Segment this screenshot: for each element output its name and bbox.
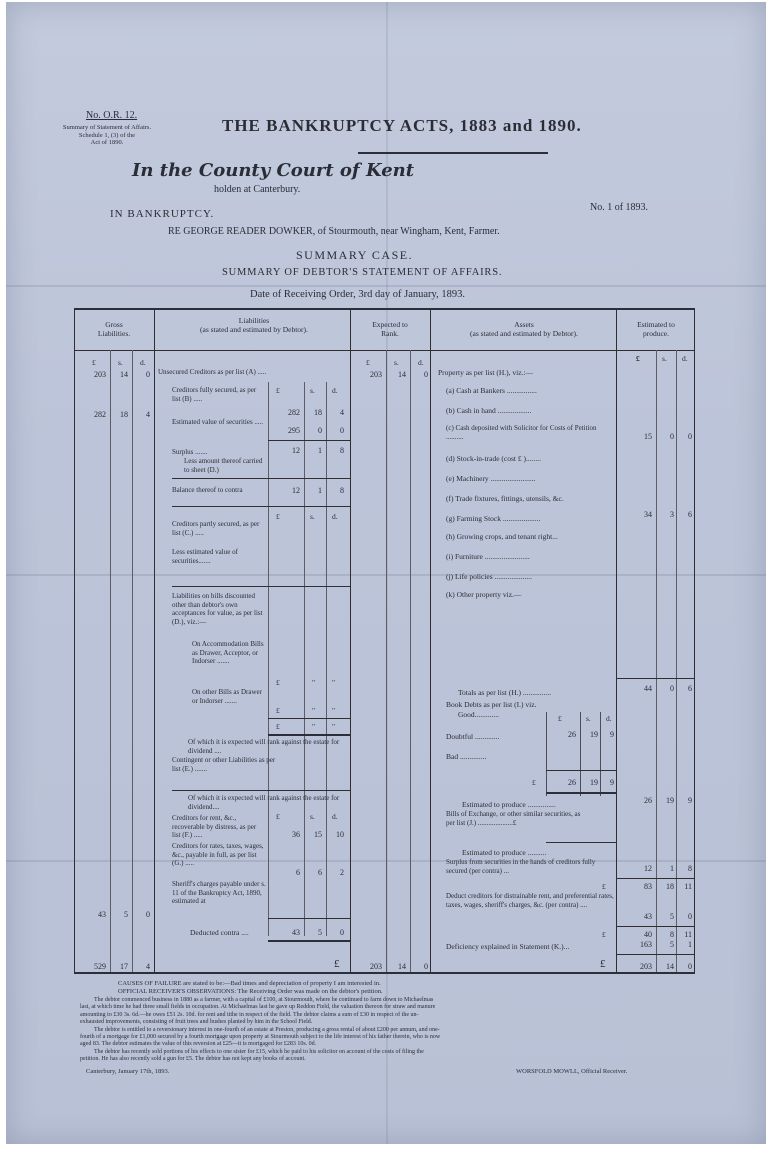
rule [546,842,616,843]
liab-value: 0 [340,928,344,937]
in-bankruptcy: IN BANKRUPTCY. [110,208,215,220]
column-divider [350,308,351,974]
asset-total: 0 [688,962,692,971]
asset-value: 0 [688,912,692,921]
shilling-symbol: s. [310,386,315,395]
shilling-symbol: s. [662,354,667,363]
pound-symbol: £ [276,706,280,715]
asset-value: 26 [568,778,576,787]
liab-value: 2 [340,868,344,877]
header-liabilities: Liabilities (as stated and estimated by Debtor). [200,316,308,334]
asset-bad: Bad .............. [446,752,487,761]
asset-a: (a) Cash at Bankers ................ [446,386,537,395]
pence-symbol: d. [140,358,146,367]
asset-value: 19 [666,796,674,805]
rule [268,440,350,441]
asset-c: (c) Cash deposited with Solicitor for Costs of Petition .......... [446,424,597,441]
gross-value: 203 [94,370,106,379]
asset-value: 8 [688,864,692,873]
asset-value: 19 [590,730,598,739]
gross-value: 282 [94,410,106,419]
asset-value: 9 [688,796,692,805]
liab-value: 12 [292,446,300,455]
document-sheet [6,2,766,1144]
asset-value: 83 [644,882,652,891]
liab-value: 0 [340,426,344,435]
column-divider [154,308,155,974]
gross-value: 4 [146,410,150,419]
sub-column-divider [304,382,305,936]
asset-deficiency: Deficiency explained in Statement (K.)... [446,942,570,951]
header-assets: Assets (as stated and estimated by Debtor). [470,320,578,338]
pound-symbol: £ [276,386,280,395]
title-rule [358,152,548,154]
rule [616,954,694,955]
liab-value: 1 [318,446,322,455]
asset-value: 11 [684,882,692,891]
liab-value: 1 [318,486,322,495]
pence-symbol: d. [682,354,688,363]
sub-column-divider [268,382,269,936]
liab-value: 282 [288,408,300,417]
header-expected: Expected to Rank. [372,320,408,338]
sub-column-divider [600,712,601,796]
asset-book-debts: Book Debts as per list (I.) viz. [446,700,537,709]
liab-less-amount: Less amount thereof carried to sheet (D.) [184,457,263,474]
pence-symbol: d. [332,812,338,821]
rule [172,506,350,507]
asset-i: (i) Furniture ........................ [446,552,530,561]
liab-rates: Creditors for rates, taxes, wages, &c., payable in full, as per list (G.) ..... [172,842,264,867]
asset-value: 43 [644,912,652,921]
asset-value: 8 [670,930,674,939]
asset-value: 18 [666,882,674,891]
asset-surplus: Surplus from securities in the hands of creditors fully secured (per contra) ... [446,858,596,875]
liab-of-which: Of which it is expected will rank against the estate for dividend.... [188,794,340,811]
asset-doubtful: Doubtful ............. [446,732,500,741]
gross-value: 43 [98,910,106,919]
gross-value: 0 [146,370,150,379]
dash: " [332,678,336,687]
shilling-symbol: s. [586,714,591,723]
asset-value: 44 [644,684,652,693]
rule [268,918,350,919]
place-date: Canterbury, January 17th, 1893. [86,1068,170,1075]
asset-d: (d) Stock-in-trade (cost £ )........ [446,454,541,463]
liab-value: 12 [292,486,300,495]
pound-symbol: £ [600,958,606,970]
rule [172,790,350,791]
gross-value: 5 [124,910,128,919]
dash: " [312,678,316,687]
pound-symbol: £ [276,678,280,687]
lsd-divider [132,350,133,972]
form-note: Summary of Statement of Affairs. Schedule 1, (3) of the Act of 1890. [62,124,152,146]
official-receiver: WORSFOLD MOWLL, Official Receiver. [516,1068,628,1075]
asset-g: (g) Farming Stock .................... [446,514,541,523]
asset-totals: Totals as per list (H.) ............... [458,688,552,697]
liab-of-which: Of which it is expected will rank against the estate for dividend .... [188,738,340,755]
pound-symbol: £ [558,714,562,723]
asset-value: 1 [670,864,674,873]
asset-value: 0 [688,432,692,441]
expected-total: 14 [398,962,406,971]
asset-value: 5 [670,912,674,921]
gross-value: 18 [120,410,128,419]
asset-value: 163 [640,940,652,949]
rule [616,678,694,679]
header-estimated: Estimated to produce. [637,320,675,338]
asset-value: 19 [590,778,598,787]
table-border [74,308,75,974]
dash: " [332,706,336,715]
sub-column-divider [326,382,327,936]
liab-partly-secured: Creditors partly secured, as per list (C.) ..... [172,520,260,537]
asset-value: 9 [610,730,614,739]
asset-value: 11 [684,930,692,939]
expected-total: 0 [424,962,428,971]
rule [616,878,694,879]
table-border [694,308,695,974]
pound-symbol: £ [334,958,340,970]
asset-value: 34 [644,510,652,519]
dash: " [312,722,316,731]
asset-value: 3 [670,510,674,519]
pound-symbol: £ [602,930,606,939]
asset-value: 40 [644,930,652,939]
dash: " [312,706,316,715]
asset-k: (k) Other property viz.— [446,590,522,599]
asset-value: 26 [568,730,576,739]
pound-symbol: £ [532,778,536,787]
summary-case: SUMMARY CASE. [296,248,414,262]
liab-rent: Creditors for rent, &c., recoverable by distress, as per list (F.) ..... [172,814,257,839]
receiving-order-date: Date of Receiving Order, 3rd day of January, 1893. [250,289,465,300]
asset-est-produce: Estimated to produce .......... [462,848,547,857]
asset-value: 0 [670,684,674,693]
asset-est-produce: Estimated to produce ............... [462,800,556,809]
pound-symbol: £ [276,512,280,521]
pound-symbol: £ [276,812,280,821]
rule [268,718,350,719]
table-top-rule [74,308,694,310]
document-title: THE BANKRUPTCY ACTS, 1883 and 1890. [222,116,582,135]
lsd-divider [386,350,387,972]
asset-total: 14 [666,962,674,971]
asset-value: 26 [644,796,652,805]
expected-value: 203 [370,370,382,379]
liab-sheriff: Sheriff's charges payable under s. 11 of the Bankruptcy Act, 1890, estimated at [172,880,266,905]
liab-value: 8 [340,446,344,455]
asset-h: (h) Growing crops, and tenant right... [446,532,558,541]
liab-bills: Liabilities on bills discounted other than debtor's own acceptances for value, as per list (D.), viz.:— [172,592,263,626]
official-observations: OFFICIAL RECEIVER'S OBSERVATIONS: The Receiving Order was made on the debtor's petition. [118,988,383,995]
liab-value: 43 [292,928,300,937]
pound-symbol: £ [636,354,640,363]
liab-value: 10 [336,830,344,839]
header-gross: Gross Liabilities. [97,320,131,338]
liab-value: 295 [288,426,300,435]
table-header-rule [74,350,694,351]
expected-value: 14 [398,370,406,379]
observations-body: The debtor commenced business in 1880 as a farmer, with a capital of £100, at Stourmouth, where he continued to farm down to Michaelmas last, at which time he had three small fields in occupation. At Michaelmas last he gave up Reddon Field, the valuation thereon for straw and manure amounting to £30 3s. 6d.—he owes £51 2s. 10d. for rent and tithe in respect of the field. The debtor claims a sum of £30 in respect of the un- exhausted improvements, consisting of fruit trees and bushes planted by him in the School Field. The debtor is entitled to a reversionary interest in one-fourth of an estate at Preston, producing a gross rental of about £200 per annum, and one- fourth of a mortgage for £1,000 secured by a fourth mortgage upon property at Stourmouth subject to the life interest of his father therein, who is now aged 83. The debtor estimates the value of this reversion at £25—it is mortgaged for £283 10s. 0d. The debtor has recently sold portions of his effects to one sister for £15, which he paid to his solicitor on account of the costs of filing the petition. He has also recently sold a gun for £5. The debtor has not kept any books of account. [80,997,441,1063]
liab-value: 6 [318,868,322,877]
asset-property: Property as per list (H.), viz.:— [438,368,533,377]
form-number: No. O.R. 12. [86,110,138,121]
asset-bills: Bills of Exchange, or other similar securities, as per list (J.) ....................£ [446,810,581,827]
table-bottom-rule [74,972,694,974]
rule [172,586,350,587]
expected-value: 0 [424,370,428,379]
asset-value: 6 [688,684,692,693]
liab-deducted: Deducted contra .... [190,928,249,937]
gross-value: 0 [146,910,150,919]
court-holden: holden at Canterbury. [214,184,301,195]
rule [546,792,616,794]
lsd-divider [410,350,411,972]
shilling-symbol: s. [310,812,315,821]
liab-other-bills: On other Bills as Drawer or Indorser ....... [192,688,262,705]
liab-estimated-value: Estimated value of securities ..... [172,418,264,426]
summary-title: SUMMARY OF DEBTOR'S STATEMENT OF AFFAIRS. [222,267,503,278]
liab-accommodation: On Accommodation Bills as Drawer, Acceptor, or Indorser ....... [192,640,264,665]
shilling-symbol: s. [118,358,123,367]
asset-value: 15 [644,432,652,441]
sub-column-divider [580,712,581,796]
asset-j: (j) Life policies .................... [446,572,533,581]
gross-total: 17 [120,962,128,971]
asset-total: 203 [640,962,652,971]
pence-symbol: d. [332,386,338,395]
asset-value: 5 [670,940,674,949]
liab-balance: Balance thereof to contra [172,486,243,494]
liab-contingent: Contingent or other Liabilities as per list (E.) ....... [172,756,276,773]
rule [268,940,350,942]
asset-value: 6 [688,510,692,519]
column-divider [616,308,617,974]
liab-value: 0 [318,426,322,435]
pence-symbol: d. [606,714,612,723]
asset-f: (f) Trade fixtures, fittings, utensils, &c. [446,494,564,503]
lsd-divider [110,350,111,972]
liab-value: 15 [314,830,322,839]
gross-value: 14 [120,370,128,379]
pound-symbol: £ [602,882,606,891]
rule [172,478,350,479]
pound-symbol: £ [366,358,370,367]
asset-b: (b) Cash in hand .................. [446,406,532,415]
column-divider [430,308,431,974]
shilling-symbol: s. [394,358,399,367]
rule [268,734,350,736]
dash: " [332,722,336,731]
asset-value: 12 [644,864,652,873]
liab-value: 18 [314,408,322,417]
re-line: RE GEORGE READER DOWKER, of Stourmouth, near Wingham, Kent, Farmer. [168,226,500,237]
court-name: In the County Court of Kent [132,160,415,181]
asset-deduct: Deduct creditors for distrainable rent, and preferential rates, taxes, wages, sheriff's charges, &c. (per contra) .... [446,892,614,909]
rule [616,926,694,927]
pound-symbol: £ [92,358,96,367]
gross-total: 4 [146,962,150,971]
sub-column-divider [546,712,547,796]
case-number: No. 1 of 1893. [590,202,649,213]
asset-value: 0 [670,432,674,441]
asset-value: 1 [688,940,692,949]
gross-total: 529 [94,962,106,971]
pound-symbol: £ [276,722,280,731]
liab-less-estimated: Less estimated value of securities....... [172,548,238,565]
pence-symbol: d. [418,358,424,367]
rule [546,770,616,771]
liab-value: 4 [340,408,344,417]
causes-of-failure: CAUSES OF FAILURE are stated to be:—Bad times and depreciation of property I am interested in. [118,980,381,987]
pence-symbol: d. [332,512,338,521]
liab-surplus: Surplus ....... [172,448,208,456]
liab-value: 36 [292,830,300,839]
expected-total: 203 [370,962,382,971]
liab-fully-secured: Creditors fully secured, as per list (B) ..... [172,386,257,403]
liab-value: 8 [340,486,344,495]
liab-unsecured: Unsecured Creditors as per list (A) ..... [158,368,267,376]
asset-value: 9 [610,778,614,787]
liab-value: 5 [318,928,322,937]
asset-good: Good............. [458,710,500,719]
shilling-symbol: s. [310,512,315,521]
liab-value: 6 [296,868,300,877]
asset-e: (e) Machinery ........................ [446,474,536,483]
